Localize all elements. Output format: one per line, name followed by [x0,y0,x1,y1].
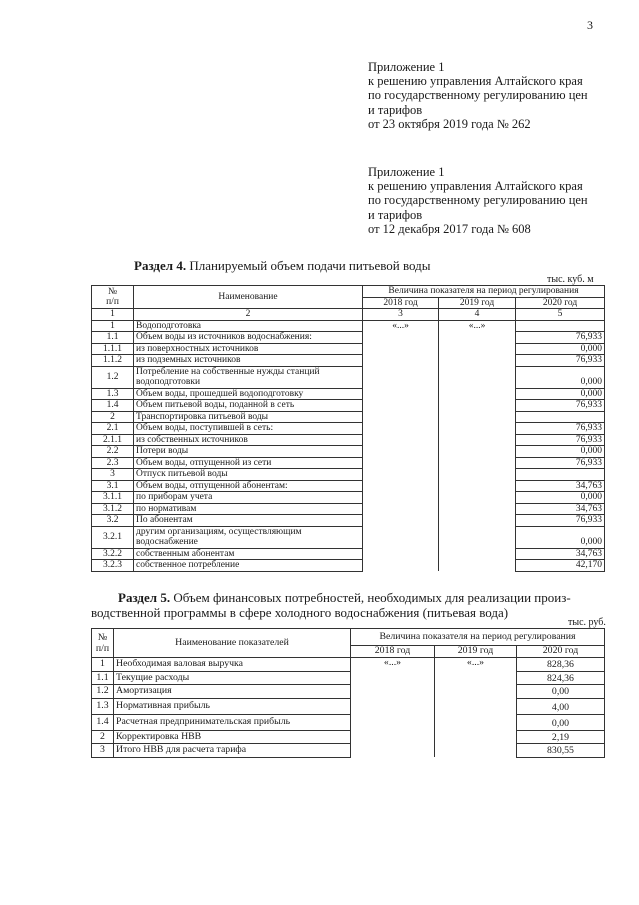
section5-table [91,628,605,758]
section4-title-text: Планируемый объем подачи питьевой воды [186,258,431,273]
row-number: 2 [92,411,134,423]
table-row [92,400,605,412]
table-row [92,343,605,355]
value-2020: 34,763 [516,480,605,492]
row-number: 1 [92,658,114,672]
row-number: 2 [92,730,114,744]
table-row [92,658,605,672]
row-name: Отпуск питьевой воды [134,469,363,481]
table-row [92,469,605,481]
column-number: 4 [439,309,516,321]
row-number: 1.1.1 [92,343,134,355]
header-name: Наименование [134,286,363,309]
table-row [92,332,605,344]
value-2020: 0,000 [516,492,605,504]
header-year-2019: 2019 год [435,646,517,658]
row-name: По абонентам [134,515,363,527]
appendix-previous-block [368,165,588,236]
value-2020: 76,933 [516,515,605,527]
table-row [92,411,605,423]
row-name: Потребление на собственные нужды станций водоподготовки [134,366,363,388]
row-number: 3.1.2 [92,503,134,515]
row-number: 3.2.3 [92,560,134,572]
value-2020: 76,933 [516,423,605,435]
row-name: Текущие расходы [114,671,351,685]
row-number: 1.3 [92,698,114,714]
row-number: 1.1 [92,332,134,344]
section4-title-bold: Раздел 4. [134,258,187,273]
placeholder-2018: «...» [363,320,439,571]
section4-table [91,285,605,572]
row-name: Транспортировка питьевой воды [134,411,363,423]
row-name: собственным абонентам [134,548,363,560]
section4-title [134,258,431,273]
value-2020: 4,00 [517,698,605,714]
header-num: № п/п [92,286,134,309]
appendix-line: от 23 октября 2019 года № 262 [368,116,531,131]
value-2020: 76,933 [516,434,605,446]
row-number: 1.2 [92,366,134,388]
row-name: из подземных источников [134,355,363,367]
header-period: Величина показателя на период регулирования [351,629,605,646]
table-row [92,434,605,446]
row-name: по нормативам [134,503,363,515]
row-number: 1 [92,320,134,332]
section5-unit: тыс. руб. [568,617,606,628]
placeholder-2019: «...» [435,658,517,758]
row-number: 1.2 [92,685,114,699]
section5-title-bold: Раздел 5. [118,590,171,605]
row-name: Объем питьевой воды, поданной в сеть [134,400,363,412]
table-row [92,320,605,332]
row-number: 1.1 [92,671,114,685]
column-number: 3 [363,309,439,321]
table-row [92,480,605,492]
table-row [92,548,605,560]
section5-title-text: Объем финансовых потребностей, необходимых для реализации произ- [170,590,571,605]
row-name: по приборам учета [134,492,363,504]
table-row [92,671,605,685]
row-name: Необходимая валовая выручка [114,658,351,672]
table-row [92,355,605,367]
value-2020: 34,763 [516,503,605,515]
appendix-current-block [368,60,588,131]
row-name: Потери воды [134,446,363,458]
row-number: 1.4 [92,714,114,730]
section5-title-text-2: водственной программы в сфере холодного водоснабжения (питьевая вода) [91,605,509,620]
table-row [92,388,605,400]
table-row [92,744,605,758]
header-year-2018: 2018 год [363,297,439,309]
table-row [92,446,605,458]
row-number: 3.2.2 [92,548,134,560]
row-number: 1.1.2 [92,355,134,367]
placeholder-2018: «...» [351,658,435,758]
row-name: Объем воды, поступившей в сеть: [134,423,363,435]
value-2020: 2,19 [517,730,605,744]
value-2020: 0,00 [517,714,605,730]
row-number: 3.1.1 [92,492,134,504]
column-number: 2 [134,309,363,321]
header-period: Величина показателя на период регулирования [363,286,605,298]
table-row [92,503,605,515]
appendix-line: и тарифов [368,102,423,117]
row-name: Амортизация [114,685,351,699]
value-2020 [516,411,605,423]
value-2020: 76,933 [516,457,605,469]
appendix-line: по государственному регулированию цен [368,88,588,103]
value-2020: 824,36 [517,671,605,685]
value-2020: 0,000 [516,343,605,355]
value-2020: 42,170 [516,560,605,572]
row-number: 2.1 [92,423,134,435]
value-2020: 76,933 [516,400,605,412]
row-name: Водоподготовка [134,320,363,332]
value-2020: 76,933 [516,332,605,344]
value-2020: 0,00 [517,685,605,699]
row-name: из поверхностных источников [134,343,363,355]
column-number: 5 [516,309,605,321]
value-2020 [516,469,605,481]
row-name: Итого НВВ для расчета тарифа [114,744,351,758]
row-name: Объем воды, отпущенной абонентам: [134,480,363,492]
section4-unit: тыс. куб. м [547,274,594,285]
appendix-line: по государственному регулированию цен [368,193,588,208]
header-year-2020: 2020 год [517,646,605,658]
table-row [92,685,605,699]
row-name: собственное потребление [134,560,363,572]
value-2020: 828,36 [517,658,605,672]
appendix-line: к решению управления Алтайского края [368,74,583,89]
row-number: 3 [92,469,134,481]
table-row [92,423,605,435]
row-number: 3.1 [92,480,134,492]
value-2020: 0,000 [516,526,605,548]
header-name: Наименование показателей [114,629,351,658]
row-name: другим организациям, осуществляющим водоснабжение [134,526,363,548]
table-row [92,714,605,730]
table-row [92,492,605,504]
page-number: 3 [587,18,593,32]
table-row [92,730,605,744]
table-row [92,698,605,714]
row-number: 1.3 [92,388,134,400]
value-2020: 0,000 [516,366,605,388]
row-number: 3 [92,744,114,758]
value-2020: 76,933 [516,355,605,367]
row-name: Расчетная предпринимательская прибыль [114,714,351,730]
appendix-line: к решению управления Алтайского края [368,179,583,194]
header-year-2020: 2020 год [516,297,605,309]
row-number: 2.1.1 [92,434,134,446]
header-year-2019: 2019 год [439,297,516,309]
placeholder-2019: «...» [439,320,516,571]
row-name: Нормативная прибыль [114,698,351,714]
value-2020 [516,320,605,332]
value-2020: 0,000 [516,388,605,400]
value-2020: 0,000 [516,446,605,458]
column-number: 1 [92,309,134,321]
value-2020: 34,763 [516,548,605,560]
row-number: 3.2.1 [92,526,134,548]
table-row [92,526,605,548]
header-year-2018: 2018 год [351,646,435,658]
row-name: Объем воды, отпущенной из сети [134,457,363,469]
row-number: 2.2 [92,446,134,458]
appendix-line: Приложение 1 [368,165,445,179]
row-number: 3.2 [92,515,134,527]
appendix-line: и тарифов [368,207,423,222]
row-name: Объем воды, прошедшей водоподготовку [134,388,363,400]
row-name: Объем воды из источников водоснабжения: [134,332,363,344]
appendix-line: Приложение 1 [368,60,445,74]
table-row [92,366,605,388]
row-name: Корректировка НВВ [114,730,351,744]
value-2020: 830,55 [517,744,605,758]
table-row [92,457,605,469]
row-name: из собственных источников [134,434,363,446]
table-row [92,515,605,527]
table-row [92,560,605,572]
header-num: № п/п [92,629,114,658]
row-number: 2.3 [92,457,134,469]
row-number: 1.4 [92,400,134,412]
appendix-line: от 12 декабря 2017 года № 608 [368,221,531,236]
section5-title [91,590,608,620]
